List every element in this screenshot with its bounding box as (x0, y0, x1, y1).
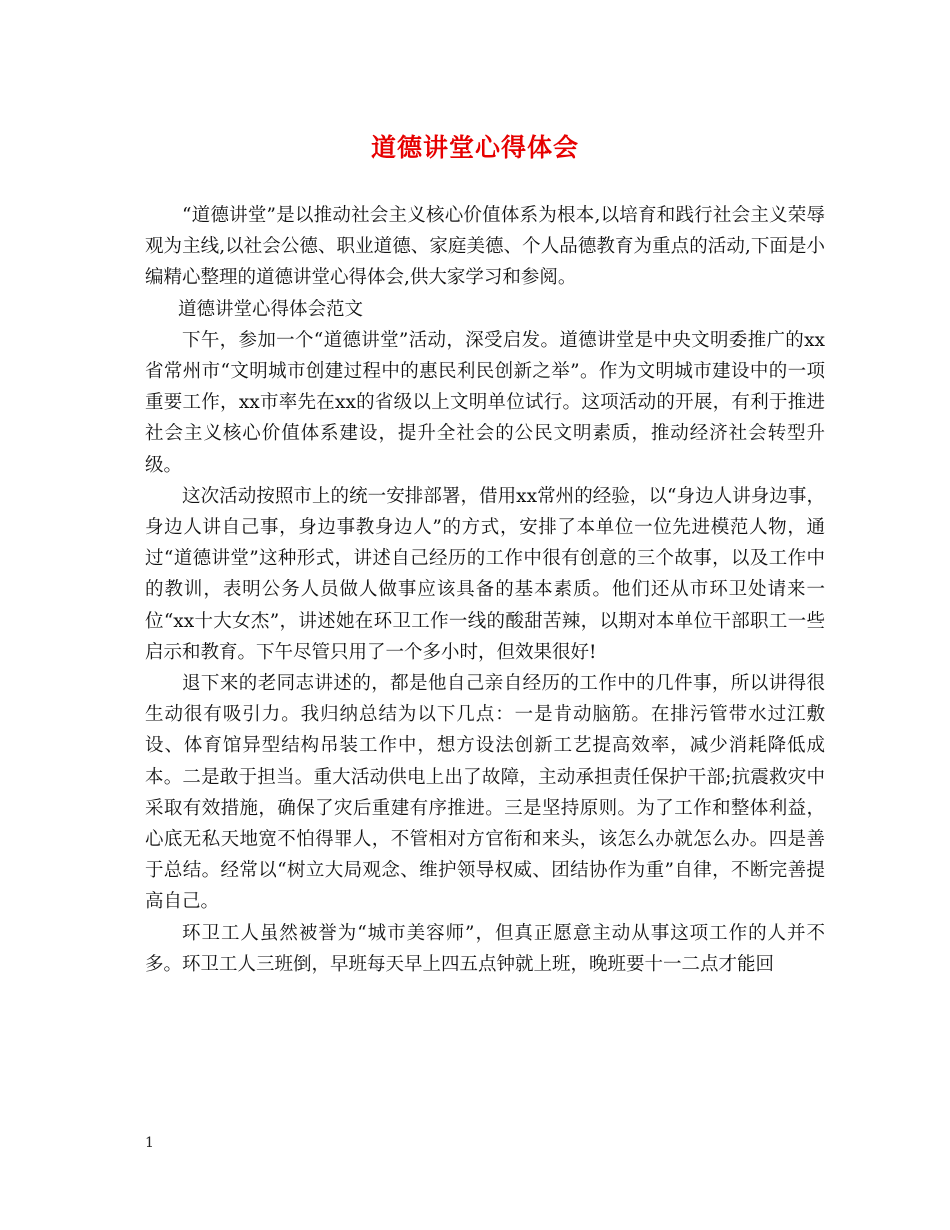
body-paragraph: 环卫工人虽然被誉为“城市美容师”，但真正愿意主动从事这项工作的人并不多。环卫工人三班倒，早班每天早上四五点钟就上班，晚班要十一二点才能回 (145, 922, 825, 975)
document-title: 道德讲堂心得体会 (370, 133, 579, 162)
body-paragraph: 这次活动按照市上的统一安排部署，借用xx常州的经验，以“身边人讲身边事，身边人讲自己事，身边事教身边人”的方式，安排了本单位一位先进模范人物，通过“道德讲堂”这种形式，讲述自己经历的工作中很有创意的三个故事，以及工作中的教训，表明公务人员做人做事应该具备的基本素质。他们还从市环卫处请来一位“xx十大女杰”，讲述她在环卫工作一线的酸甜苦辣，以期对本单位干部职工一些启示和教育。下午尽管只用了一个多小时，但效果很好! (145, 485, 825, 663)
body-paragraph: 退下来的老同志讲述的，都是他自己亲自经历的工作中的几件事，所以讲得很生动很有吸引力。我归纳总结为以下几点：一是肯动脑筋。在排污管带水过江敷设、体育馆异型结构吊装工作中，想方设法创新工艺提高效率，减少消耗降低成本。二是敢于担当。重大活动供电上出了故障，主动承担责任保护干部;抗震救灾中采取有效措施，确保了灾后重建有序推进。三是坚持原则。为了工作和整体利益，心底无私天地宽不怕得罪人，不管相对方官衔和来头，该怎么办就怎么办。四是善于总结。经常以“树立大局观念、维护领导权威、团结协作为重”自律，不断完善提高自己。 (145, 673, 825, 913)
section-heading: 道德讲堂心得体会范文 (178, 298, 364, 320)
document-body (145, 200, 825, 980)
intro-paragraph: “道德讲堂”是以推动社会主义核心价值体系为根本,以培育和践行社会主义荣辱观为主线,以社会公德、职业道德、家庭美德、个人品德教育为重点的活动,下面是小编精心整理的道德讲堂心得体会,供大家学习和参阅。 (145, 205, 825, 289)
body-paragraph: 下午，参加一个“道德讲堂”活动，深受启发。道德讲堂是中央文明委推广的xx省常州市“文明城市创建过程中的惠民利民创新之举”。作为文明城市建设中的一项重要工作，xx市率先在xx的省级以上文明单位试行。这项活动的开展，有利于推进社会主义核心价值体系建设，提升全社会的公民文明素质，推动经济社会转型升级。 (145, 329, 825, 476)
page-number: 1 (145, 1135, 154, 1151)
